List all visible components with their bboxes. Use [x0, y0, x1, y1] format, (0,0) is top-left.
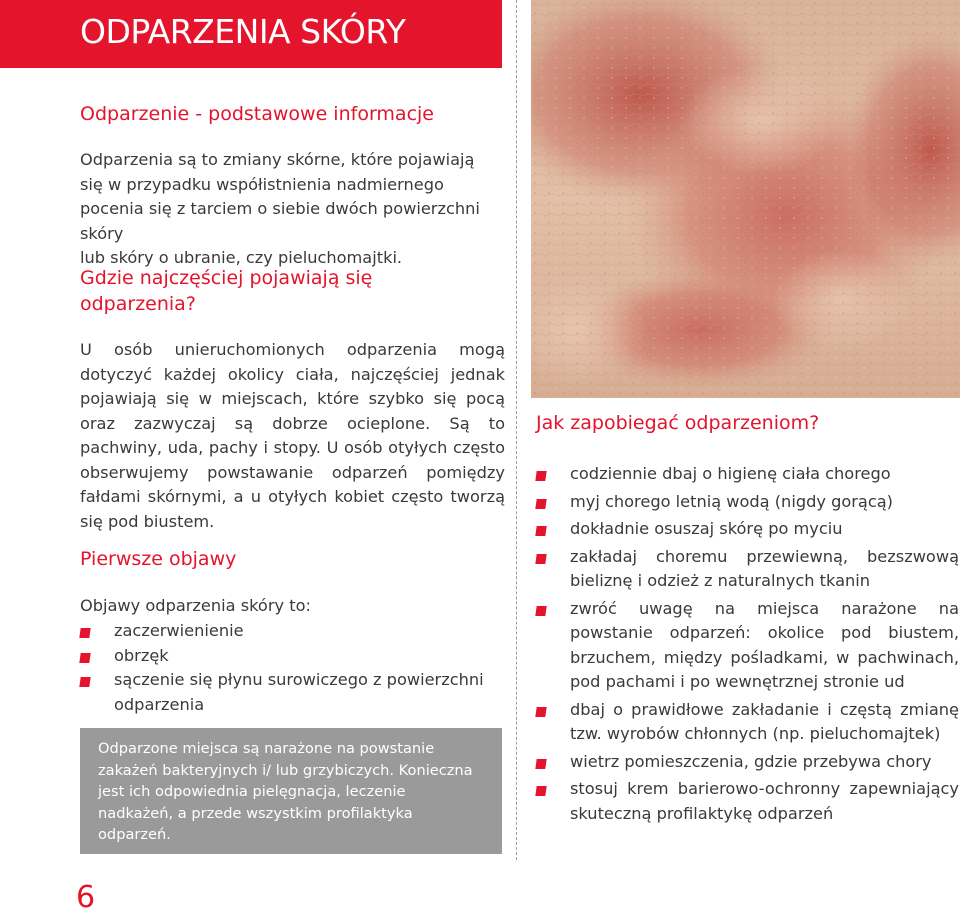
skin-rash-photo: [531, 0, 960, 398]
bullet-square-icon: [535, 554, 546, 564]
where-paragraph: U osób unieruchomionych odparzenia mogą dotyczyć każdej okolicy ciała, najczęściej jednak pojawiają się w miejscach, które szybko się pocą oraz zazwyczaj są dobrze ocieplone. Są to pachwiny, uda, pachy i stopy. U osób otyłych często obserwujemy powstawanie odparzeń pomiędzy fałdami skórnymi, a u otyłych kobiet często tworzą się pod biustem.: [80, 340, 505, 531]
skin-rash-photo-graphic: [531, 0, 960, 398]
page-number: 6: [76, 880, 96, 915]
bullet-square-icon: [79, 677, 90, 687]
list-item: myj chorego letnią wodą (nigdy gorącą): [536, 490, 959, 515]
heading-line: odparzenia?: [80, 293, 196, 315]
bullet-square-icon: [535, 707, 546, 717]
list-item: dbaj o prawidłowe zakładanie i częstą zmianę tzw. wyrobów chłonnych (np. pieluchomajtek): [536, 698, 959, 747]
bullet-square-icon: [535, 759, 546, 769]
symptoms-intro: Objawy odparzenia skóry to:: [80, 596, 311, 615]
bullet-square-icon: [535, 499, 546, 509]
basics-line: się w przypadku współistnienia nadmiernego pocenia się z tarciem o siebie dwóch powierzchni skóry: [80, 174, 480, 243]
warning-note-box: Odparzone miejsca są narażone na powstanie zakażeń bakteryjnych i/ lub grzybiczych. Konieczna jest ich odpowiednia pielęgnacja, leczenie nadkażeń, a przede wszystkim profilaktyka odparzeń.: [80, 728, 502, 854]
title-banner: [0, 0, 502, 68]
bullet-square-icon: [79, 653, 90, 663]
column-divider: [516, 0, 517, 860]
list-item: wietrz pomieszczenia, gdzie przebywa chory: [536, 750, 959, 775]
list-item: zakładaj choremu przewiewną, bezszwową bieliznę i odzież z naturalnych tkanin: [536, 545, 959, 594]
basics-line: lub skóry o ubranie, czy pieluchomajtki.: [80, 248, 403, 267]
basics-paragraph: [80, 148, 505, 271]
bullet-square-icon: [535, 606, 546, 616]
list-item: zaczerwienienie: [80, 619, 505, 644]
bullet-square-icon: [535, 786, 546, 796]
list-item: stosuj krem barierowo-ochronny zapewniający skuteczną profilaktykę odparzeń: [536, 777, 959, 826]
list-item: obrzęk: [80, 644, 505, 669]
prevention-list: [536, 462, 959, 826]
section-heading-where: [80, 265, 500, 317]
section-heading-symptoms: Pierwsze objawy: [80, 548, 237, 570]
bullet-square-icon: [535, 526, 546, 536]
list-item: codziennie dbaj o higienę ciała chorego: [536, 462, 959, 487]
section-heading-prevention: Jak zapobiegać odparzeniom?: [536, 412, 820, 434]
page-title: ODPARZENIA SKÓRY: [80, 12, 406, 51]
section-heading-basics: Odparzenie - podstawowe informacje: [80, 103, 434, 125]
symptoms-list: [80, 619, 505, 717]
heading-line: Gdzie najczęściej pojawiają się: [80, 267, 373, 289]
list-item: zwróć uwagę na miejsca narażone na powstanie odparzeń: okolice pod biustem, brzuchem, między pośladkami, w pachwinach, pod pachami i po wewnętrznej stronie ud: [536, 597, 959, 695]
bullet-square-icon: [79, 628, 90, 638]
bullet-square-icon: [535, 471, 546, 481]
list-item: dokładnie osuszaj skórę po myciu: [536, 517, 959, 542]
basics-line: Odparzenia są to zmiany skórne, które pojawiają: [80, 150, 475, 169]
list-item: sączenie się płynu surowiczego z powierzchni odparzenia: [80, 668, 505, 717]
